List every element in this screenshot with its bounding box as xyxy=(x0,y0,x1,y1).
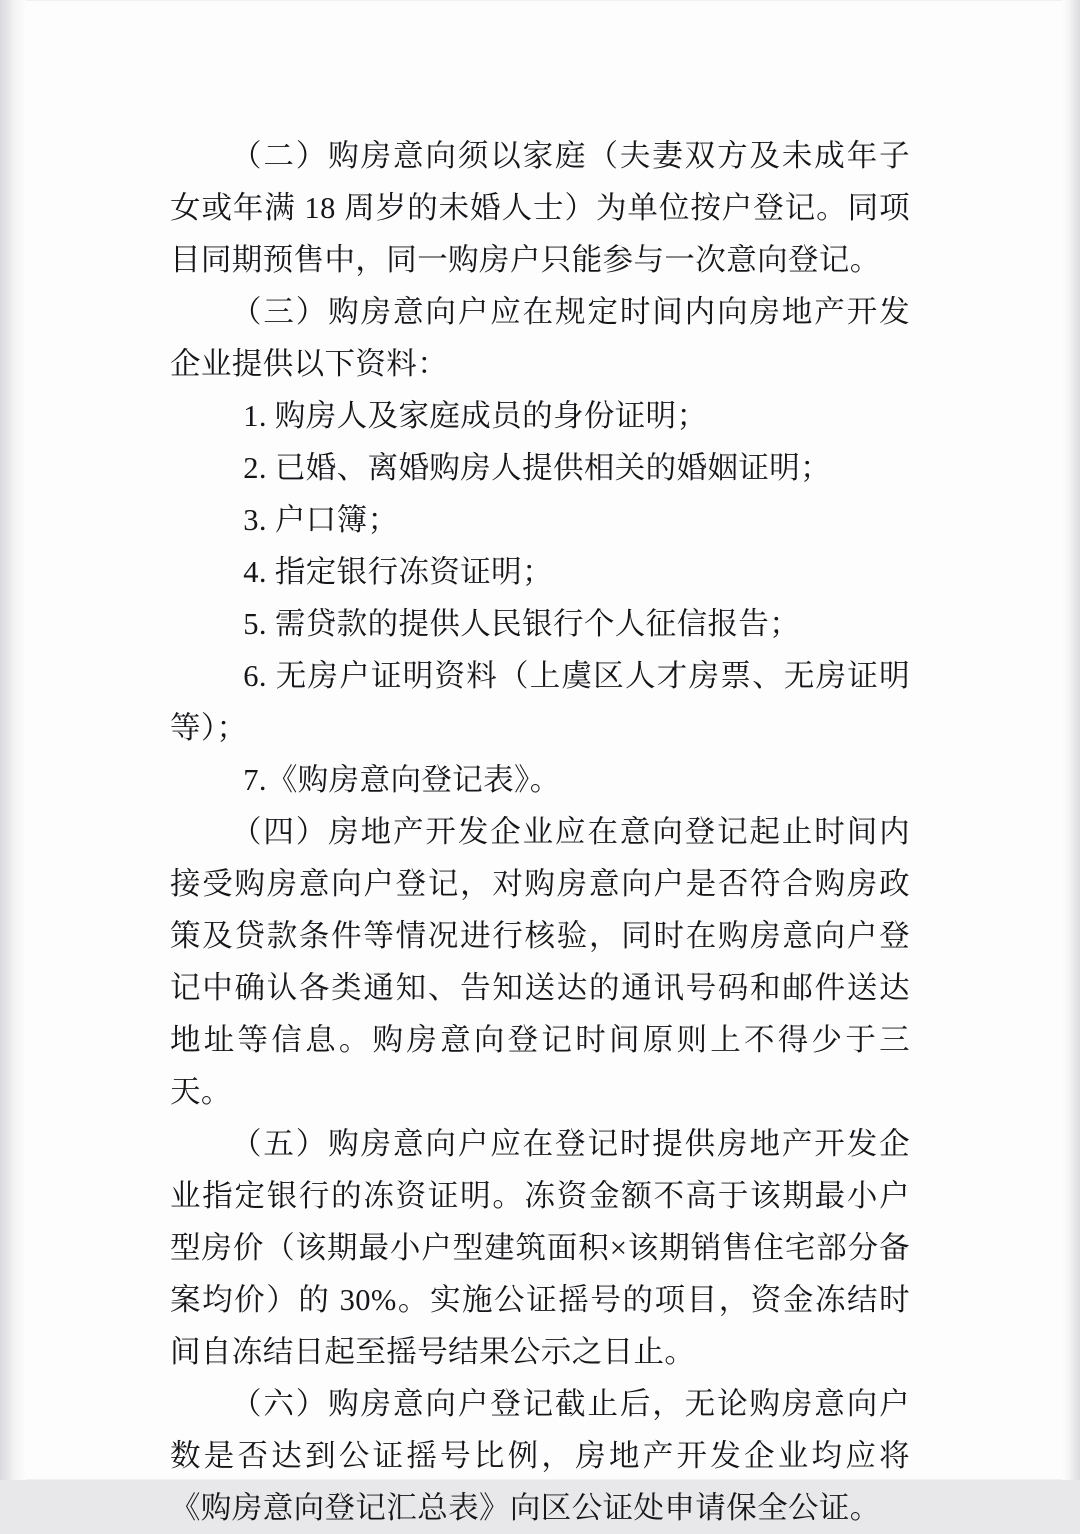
paragraph-6: （六）购房意向户登记截止后，无论购房意向户数是否达到公证摇号比例，房地产开发企业均应将《购房意向登记汇总表》向区公证处申请保全公证。 xyxy=(170,1387,910,1525)
list-item-2: 2. 已婚、离婚购房人提供相关的婚姻证明； xyxy=(243,451,832,485)
document-body xyxy=(170,130,910,1534)
paragraph-2: （二）购房意向须以家庭（夫妻双方及未成年子女或年满 18 周岁的未婚人士）为单位按户登记。同项目同期预售中，同一购房户只能参与一次意向登记。 xyxy=(170,139,910,277)
list-item-5: 5. 需贷款的提供人民银行个人征信报告； xyxy=(243,607,801,641)
list-item-7: 7.《购房意向登记表》。 xyxy=(243,763,561,797)
list-item-6: 6. 无房户证明资料（上虞区人才房票、无房证明等）； xyxy=(170,659,910,745)
paragraph-3: （三）购房意向户应在规定时间内向房地产开发企业提供以下资料： xyxy=(170,295,910,381)
paragraph-4: （四）房地产开发企业应在意向登记起止时间内接受购房意向户登记，对购房意向户是否符合购房政策及贷款条件等情况进行核验，同时在购房意向户登记中确认各类通知、告知送达的通讯号码和邮件送达地址等信息。购房意向登记时间原则上不得少于三天。 xyxy=(170,815,910,1109)
list-item-4: 4. 指定银行冻资证明； xyxy=(243,555,553,589)
list-item-3: 3. 户口簿； xyxy=(243,503,399,537)
paragraph-5: （五）购房意向户应在登记时提供房地产开发企业指定银行的冻资证明。冻资金额不高于该期最小户型房价（该期最小户型建筑面积×该期销售住宅部分备案均价）的 30%。实施公证摇号的项目，资金冻结时间自冻结日起至摇号结果公示之日止。 xyxy=(170,1127,910,1369)
list-item-1: 1. 购房人及家庭成员的身份证明； xyxy=(243,399,708,433)
